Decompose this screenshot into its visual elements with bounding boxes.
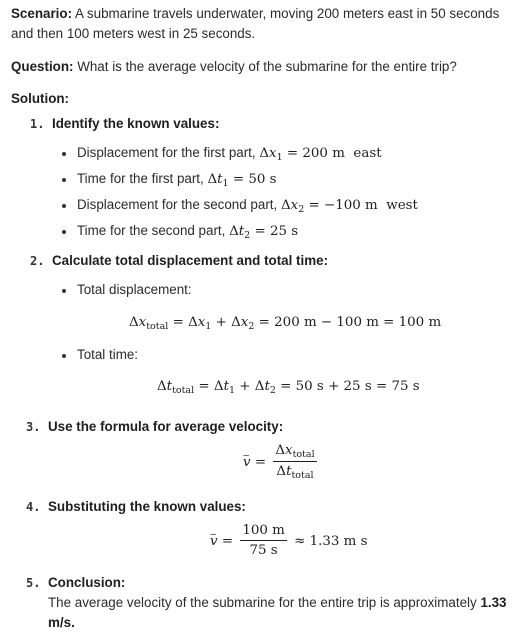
bullet-dot bbox=[62, 289, 66, 293]
math-value: −100 m bbox=[324, 198, 378, 213]
bullet-dot bbox=[62, 354, 66, 358]
equation-average-velocity: ‒ v = $\frac{\Delta x_{total}}{\Delta t_{total}}$ bbox=[243, 442, 320, 483]
equation-rhs: 50 s + 25 s = 75 s bbox=[295, 379, 420, 394]
step-3-number: 3. bbox=[26, 420, 41, 434]
math-dx2: $\Delta x_2 = -100$ m west bbox=[280, 198, 418, 215]
list-item-dt1 bbox=[77, 169, 277, 191]
fraction: $\frac{\Delta x_{total}}{\Delta t_{total}}$ bbox=[275, 443, 315, 481]
step-2-title: Calculate total displacement and total time: bbox=[52, 253, 329, 268]
step-4-title: Substituting the known values: bbox=[48, 499, 246, 514]
math-value: 50 s bbox=[248, 172, 277, 187]
fraction-numerator: 100 m bbox=[240, 522, 287, 541]
conclusion-unit: m/s. bbox=[48, 615, 75, 630]
math-value: 25 s bbox=[269, 224, 299, 239]
math-dx1: $\Delta x_1 = 200$ m east bbox=[259, 146, 382, 163]
list-item-label: Displacement for the first part, bbox=[77, 145, 260, 160]
conclusion-text bbox=[48, 593, 518, 633]
question-paragraph bbox=[11, 57, 457, 77]
conclusion-line1: The average velocity of the submarine for the entire trip is approximately bbox=[48, 595, 481, 610]
step-1-number: 1. bbox=[30, 117, 45, 131]
bullet-dot bbox=[62, 230, 66, 234]
math-subscript: total bbox=[292, 449, 315, 460]
math-subscript: total bbox=[291, 470, 314, 481]
scenario-paragraph bbox=[11, 4, 516, 44]
math-value: 200 m bbox=[302, 146, 345, 161]
list-item-total-displacement: Total displacement: bbox=[77, 282, 192, 297]
list-item-label: Time for the second part, bbox=[77, 223, 230, 238]
fraction-denominator: 75 s bbox=[249, 543, 278, 558]
math-direction: west bbox=[386, 198, 418, 213]
scenario-text-line2: and then 100 meters west in 25 seconds. bbox=[11, 26, 256, 41]
list-item-dx2 bbox=[77, 195, 418, 217]
equation-total-time: $\Delta t_{total} = \Delta t_1 + \Delta t_2 = 50$ s + 25 s = 75 s bbox=[157, 379, 420, 396]
equation-substitution: ‒ v = $\frac{100 m}{75 s}$ ≈ 1.33 m s bbox=[210, 522, 368, 561]
math-subscript: total bbox=[172, 385, 195, 396]
fraction bbox=[240, 522, 287, 561]
list-item-label: Time for the first part, bbox=[77, 171, 208, 186]
step-5-number: 5. bbox=[26, 576, 41, 590]
equation-rhs: 200 m − 100 m = 100 m bbox=[274, 315, 442, 330]
step-4-number: 4. bbox=[26, 500, 41, 514]
math-dt2: $\Delta t_2 = 25$ s bbox=[229, 224, 299, 241]
step-2-number: 2. bbox=[30, 254, 45, 268]
bullet-dot bbox=[62, 204, 66, 208]
list-item-label: Displacement for the second part, bbox=[77, 197, 281, 212]
list-item-dt2 bbox=[77, 221, 298, 243]
math-subscript: total bbox=[146, 321, 169, 332]
question-label: Question: bbox=[11, 59, 74, 74]
bullet-dot bbox=[62, 178, 66, 182]
math-dt1: $\Delta t_1 = 50$ s bbox=[207, 172, 277, 189]
scenario-label: Scenario: bbox=[11, 6, 73, 21]
bullet-dot bbox=[62, 152, 66, 156]
equation-result: ≈ 1.33 m s bbox=[294, 534, 368, 549]
list-item-total-time: Total time: bbox=[77, 347, 139, 362]
scenario-text-line1: A submarine travels underwater, moving 200 meters east in 50 seconds bbox=[72, 6, 500, 21]
question-text: What is the average velocity of the submarine for the entire trip? bbox=[73, 59, 457, 74]
solution-label: Solution: bbox=[11, 91, 70, 106]
conclusion-value: 1.33 bbox=[480, 595, 507, 610]
step-5-title: Conclusion: bbox=[48, 575, 126, 590]
step-3-title: Use the formula for average velocity: bbox=[48, 419, 284, 434]
list-item-dx1 bbox=[77, 143, 382, 165]
equation-total-displacement: $\Delta x_{total} = \Delta x_1 + \Delta x_2 = 200$ m − 100 m = 100 m bbox=[129, 315, 442, 332]
math-direction: east bbox=[353, 146, 382, 161]
step-1-title: Identify the known values: bbox=[52, 116, 220, 131]
